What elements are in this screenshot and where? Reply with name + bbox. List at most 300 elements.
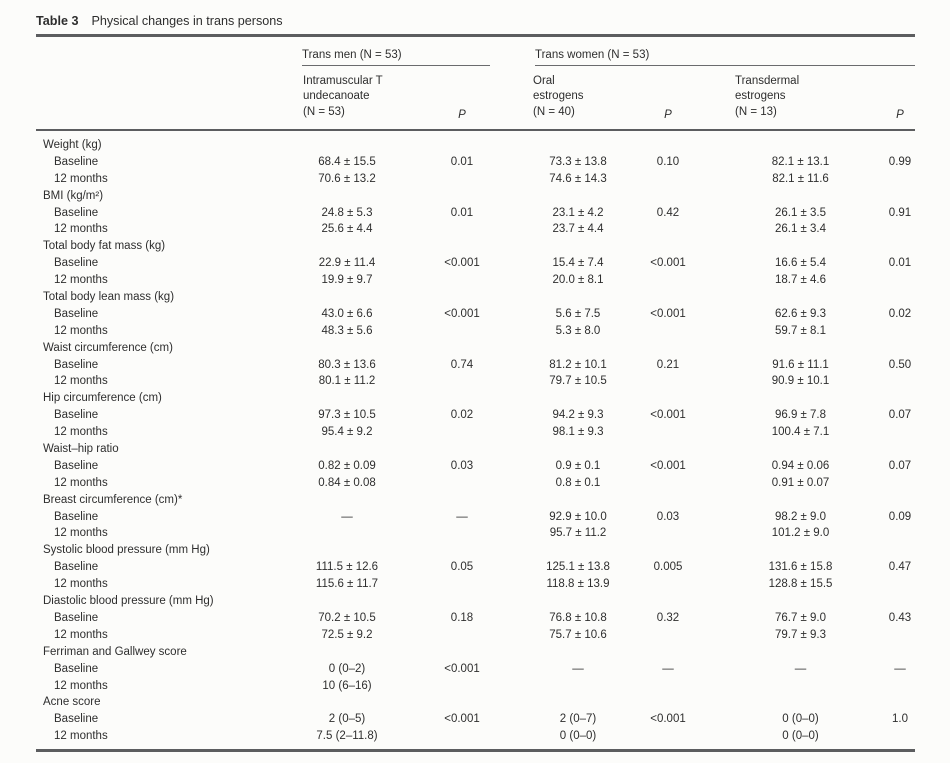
column-spacer	[694, 576, 716, 593]
value-cell: 20.0 ± 8.1	[552, 274, 604, 287]
value-cell	[716, 678, 885, 695]
row-timepoint-label: Baseline	[54, 459, 99, 472]
p-value-cell	[410, 441, 514, 458]
row-timepoint-label: 12 months	[54, 324, 108, 337]
p-value-cell: —	[456, 510, 468, 523]
column-spacer	[694, 188, 716, 205]
value-cell: 0 (0–2)	[328, 662, 366, 675]
row-timepoint-label: 12 months	[54, 527, 108, 540]
value-cell	[716, 390, 885, 407]
col-header-line: Oral	[533, 74, 555, 87]
value-cell	[284, 644, 410, 661]
p-value-cell: 0.01	[888, 257, 912, 270]
p-value-cell	[885, 627, 915, 644]
p-value-cell: 0.32	[656, 611, 680, 624]
value-cell	[716, 441, 885, 458]
p-value-cell	[642, 289, 694, 306]
column-spacer	[694, 272, 716, 289]
p-value-cell: <0.001	[444, 257, 480, 270]
p-value-cell	[885, 475, 915, 492]
row-timepoint-label: 12 months	[54, 375, 108, 388]
value-cell	[284, 492, 410, 509]
value-cell	[284, 289, 410, 306]
column-spacer	[694, 66, 716, 129]
table-body	[36, 131, 915, 745]
p-value-cell	[885, 525, 915, 542]
p-value-cell	[885, 323, 915, 340]
row-timepoint-label: 12 months	[54, 578, 108, 591]
column-spacer	[694, 407, 716, 424]
value-cell: 0.94 ± 0.06	[771, 459, 830, 472]
p-value-cell: <0.001	[444, 662, 480, 675]
p-value-cell: <0.001	[650, 257, 686, 270]
col-header-line: estrogens	[735, 90, 786, 103]
column-spacer	[694, 492, 716, 509]
p-value-cell	[642, 678, 694, 695]
value-cell: 111.5 ± 12.6	[315, 561, 379, 574]
value-cell	[514, 678, 642, 695]
col-header-intramuscular-t	[284, 66, 410, 129]
col-header-transdermal-estrogens	[716, 66, 885, 129]
row-section-label: Ferriman and Gallwey score	[43, 645, 187, 658]
column-spacer	[694, 711, 716, 728]
group-trans-men-label: Trans men (N = 53)	[302, 48, 490, 66]
column-spacer	[694, 137, 716, 154]
col-header-line: Transdermal	[735, 74, 800, 87]
p-value-cell	[642, 525, 694, 542]
p-value-cell: 0.07	[888, 409, 912, 422]
row-timepoint-label: 12 months	[54, 476, 108, 489]
p-value-cell	[642, 694, 694, 711]
p-value-cell: 1.0	[892, 713, 908, 726]
p-value-cell	[642, 340, 694, 357]
row-timepoint-label: Baseline	[54, 713, 99, 726]
value-cell	[284, 694, 410, 711]
p-value-cell: 0.01	[450, 206, 474, 219]
value-cell: 18.7 ± 4.6	[774, 274, 827, 287]
row-timepoint-label: Baseline	[54, 561, 99, 574]
row-section-label: Weight (kg)	[43, 139, 102, 151]
p-value-cell	[642, 441, 694, 458]
value-cell: 94.2 ± 9.3	[552, 409, 604, 422]
value-cell: 74.6 ± 14.3	[549, 172, 607, 185]
p-value-cell	[885, 644, 915, 661]
row-section-label: Hip circumference (cm)	[43, 392, 162, 405]
row-section-label: BMI (kg/m²)	[43, 189, 104, 202]
value-cell	[514, 441, 642, 458]
p-value-cell: 0.18	[450, 611, 474, 624]
value-cell	[716, 137, 885, 154]
value-cell	[716, 694, 885, 711]
p-value-cell	[885, 390, 915, 407]
value-cell: 70.6 ± 13.2	[318, 172, 376, 185]
value-cell: 48.3 ± 5.6	[321, 324, 373, 337]
p-value-cell: 0.03	[656, 510, 680, 523]
column-spacer	[694, 323, 716, 340]
p-value-cell	[885, 340, 915, 357]
p-value-cell	[410, 171, 514, 188]
p-value-cell	[642, 323, 694, 340]
row-timepoint-label: 12 months	[54, 426, 108, 439]
value-cell: 59.7 ± 8.1	[774, 324, 827, 337]
value-cell: 0 (0–0)	[782, 713, 819, 726]
value-cell: 26.1 ± 3.4	[774, 223, 827, 236]
p-value-cell: <0.001	[650, 713, 686, 726]
column-spacer	[694, 255, 716, 272]
column-spacer	[694, 728, 716, 745]
value-cell: 0.82 ± 0.09	[318, 459, 376, 472]
column-spacer	[694, 559, 716, 576]
value-cell: 0.8 ± 0.1	[555, 476, 601, 489]
value-cell	[284, 137, 410, 154]
row-timepoint-label: Baseline	[54, 409, 99, 422]
value-cell: 97.3 ± 10.5	[318, 409, 376, 422]
value-cell	[716, 188, 885, 205]
column-spacer	[694, 357, 716, 374]
p-value-cell	[410, 576, 514, 593]
value-cell	[514, 644, 642, 661]
value-cell: 115.6 ± 11.7	[315, 578, 379, 591]
p-value-cell	[410, 525, 514, 542]
p-value-cell: —	[894, 662, 906, 675]
column-spacer	[694, 694, 716, 711]
value-cell: 79.7 ± 10.5	[549, 375, 607, 388]
p-value-cell	[410, 373, 514, 390]
value-cell: 82.1 ± 11.6	[772, 172, 829, 185]
p-value-cell	[410, 492, 514, 509]
p-value-cell	[410, 390, 514, 407]
row-section-label: Systolic blood pressure (mm Hg)	[43, 544, 210, 557]
row-timepoint-label: 12 months	[54, 223, 108, 236]
column-spacer	[694, 475, 716, 492]
value-cell: 100.4 ± 7.1	[771, 426, 830, 439]
row-timepoint-label: Baseline	[54, 206, 99, 219]
p-value-cell: 0.99	[888, 155, 912, 168]
p-value-cell	[642, 171, 694, 188]
value-cell: 98.2 ± 9.0	[774, 510, 827, 523]
column-spacer	[694, 171, 716, 188]
row-timepoint-label: 12 months	[54, 730, 108, 743]
p-value-cell	[885, 492, 915, 509]
value-cell: 24.8 ± 5.3	[321, 206, 373, 219]
value-cell	[284, 593, 410, 610]
p-value-cell	[642, 188, 694, 205]
p-value-cell: 0.50	[888, 358, 912, 371]
p-value-cell	[642, 492, 694, 509]
value-cell: 81.2 ± 10.1	[549, 358, 607, 371]
row-timepoint-label: Baseline	[54, 662, 99, 675]
p-value-cell	[642, 272, 694, 289]
column-spacer	[694, 509, 716, 526]
row-timepoint-label: Baseline	[54, 257, 99, 270]
row-timepoint-label: 12 months	[54, 274, 108, 287]
row-timepoint-label: Baseline	[54, 358, 99, 371]
value-cell	[716, 593, 885, 610]
bottom-rule	[36, 749, 915, 752]
value-cell: 2 (0–7)	[559, 713, 597, 726]
p-value-cell	[885, 188, 915, 205]
col-header-line: (N = 13)	[735, 105, 777, 118]
value-cell: 0.84 ± 0.08	[318, 476, 376, 489]
value-cell	[284, 340, 410, 357]
column-group-trans-women	[514, 37, 915, 66]
value-cell: 90.9 ± 10.1	[771, 375, 830, 388]
column-spacer	[694, 441, 716, 458]
row-timepoint-label: 12 months	[54, 679, 108, 692]
column-spacer	[694, 238, 716, 255]
group-row-empty-cell	[36, 37, 284, 66]
p-value-cell	[410, 323, 514, 340]
p-value-cell	[885, 424, 915, 441]
value-cell: 73.3 ± 13.8	[549, 155, 607, 168]
p-value-cell: 0.02	[888, 307, 912, 320]
p-value-cell	[885, 441, 915, 458]
col-header-line: (N = 53)	[303, 105, 345, 118]
col-header-line: estrogens	[533, 90, 584, 103]
column-spacer	[694, 458, 716, 475]
row-timepoint-label: 12 months	[54, 628, 108, 641]
value-cell: 23.7 ± 4.4	[552, 223, 604, 236]
row-timepoint-label: Baseline	[54, 510, 99, 523]
p-value-cell	[410, 221, 514, 238]
p-value-cell: 0.05	[450, 561, 474, 574]
p-value-cell	[885, 238, 915, 255]
p-value-cell	[885, 542, 915, 559]
col-header-oral-estrogens	[514, 66, 642, 129]
value-cell	[716, 542, 885, 559]
value-cell: 10 (6–16)	[322, 679, 372, 692]
p-value-cell: <0.001	[650, 409, 686, 422]
p-value-cell	[410, 272, 514, 289]
p-value-cell	[885, 272, 915, 289]
table-number: Table 3	[36, 14, 79, 28]
row-timepoint-label: Baseline	[54, 307, 99, 320]
value-cell: —	[572, 662, 584, 675]
p-value-cell: <0.001	[650, 307, 686, 320]
value-cell: 0 (0–0)	[782, 730, 819, 743]
p-value-cell	[885, 593, 915, 610]
p-value-cell	[410, 289, 514, 306]
value-cell: 70.2 ± 10.5	[318, 611, 376, 624]
p-value-cell	[885, 221, 915, 238]
p-value-cell	[885, 678, 915, 695]
value-cell: 118.8 ± 13.9	[546, 578, 610, 591]
p-value-cell: 0.47	[888, 561, 912, 574]
value-cell	[284, 238, 410, 255]
p-value-cell	[410, 424, 514, 441]
p-value-cell: 0.07	[888, 459, 912, 472]
value-cell: 101.2 ± 9.0	[771, 527, 830, 540]
p-value-cell: 0.005	[653, 561, 683, 574]
col-header-line: Intramuscular T	[303, 74, 383, 87]
p-value-cell: 0.01	[450, 155, 474, 168]
p-value-cell	[885, 289, 915, 306]
value-cell: 75.7 ± 10.6	[549, 628, 607, 641]
p-value-cell	[642, 576, 694, 593]
value-cell: 23.1 ± 4.2	[552, 206, 604, 219]
value-cell	[514, 340, 642, 357]
value-cell	[514, 188, 642, 205]
column-spacer	[694, 373, 716, 390]
value-cell	[514, 289, 642, 306]
value-cell: 80.1 ± 11.2	[318, 375, 376, 388]
value-cell: 76.8 ± 10.8	[549, 611, 607, 624]
column-spacer	[694, 678, 716, 695]
column-spacer	[694, 340, 716, 357]
p-value-cell	[885, 137, 915, 154]
p-value-cell	[410, 593, 514, 610]
p-value-cell	[642, 373, 694, 390]
p-value-cell	[885, 694, 915, 711]
value-cell	[514, 542, 642, 559]
p-value-cell	[410, 627, 514, 644]
row-section-label: Acne score	[43, 696, 101, 709]
p-value-cell	[410, 644, 514, 661]
value-cell: 125.1 ± 13.8	[546, 561, 610, 574]
value-cell: 131.6 ± 15.8	[768, 561, 833, 574]
value-cell	[716, 492, 885, 509]
p-value-cell: 0.91	[888, 206, 912, 219]
p-value-cell: <0.001	[444, 713, 480, 726]
p-value-cell	[642, 475, 694, 492]
value-cell: 0 (0–0)	[559, 730, 597, 743]
row-section-label: Diastolic blood pressure (mm Hg)	[43, 595, 214, 608]
value-cell: 15.4 ± 7.4	[552, 257, 604, 270]
p-value-cell: <0.001	[650, 459, 686, 472]
value-cell: 72.5 ± 9.2	[321, 628, 373, 641]
column-spacer	[694, 289, 716, 306]
value-cell: 5.3 ± 8.0	[555, 324, 601, 337]
value-cell	[284, 390, 410, 407]
column-spacer	[694, 390, 716, 407]
p-value-cell: 0.10	[656, 155, 680, 168]
p-value-cell: 0.74	[450, 358, 474, 371]
p-value-cell: —	[662, 662, 674, 675]
value-cell: 62.6 ± 9.3	[774, 307, 827, 320]
p-value-cell	[410, 694, 514, 711]
p-value-cell	[410, 340, 514, 357]
col-header-line: (N = 40)	[533, 105, 575, 118]
p-value-cell	[642, 424, 694, 441]
value-cell	[514, 137, 642, 154]
group-trans-women-label: Trans women (N = 53)	[535, 48, 915, 66]
value-cell: 95.4 ± 9.2	[321, 426, 373, 439]
value-cell	[284, 542, 410, 559]
value-cell: 76.7 ± 9.0	[774, 611, 827, 624]
column-header-row	[36, 66, 915, 129]
value-cell: 26.1 ± 3.5	[774, 206, 827, 219]
value-cell	[284, 525, 410, 542]
value-cell: 98.1 ± 9.3	[552, 426, 604, 439]
value-cell	[514, 390, 642, 407]
value-cell: 0.91 ± 0.07	[771, 476, 830, 489]
p-value-cell	[642, 644, 694, 661]
p-value-cell: 0.43	[888, 611, 912, 624]
column-spacer	[694, 154, 716, 171]
value-cell: 2 (0–5)	[328, 713, 366, 726]
col-header-p-transdermal: P	[896, 108, 904, 121]
p-value-cell	[642, 728, 694, 745]
value-cell	[716, 644, 885, 661]
column-spacer	[694, 644, 716, 661]
value-cell: 96.9 ± 7.8	[774, 409, 827, 422]
row-timepoint-label: Baseline	[54, 155, 99, 168]
value-cell	[514, 694, 642, 711]
row-section-label: Total body fat mass (kg)	[43, 240, 166, 253]
value-cell: 68.4 ± 15.5	[318, 155, 376, 168]
value-cell	[514, 492, 642, 509]
value-cell: 0.9 ± 0.1	[555, 459, 601, 472]
table-title: Physical changes in trans persons	[91, 14, 283, 28]
p-value-cell	[642, 238, 694, 255]
p-value-cell	[642, 627, 694, 644]
column-spacer	[694, 525, 716, 542]
p-value-cell	[410, 475, 514, 492]
value-cell: —	[794, 662, 807, 675]
row-section-label: Breast circumference (cm)*	[43, 493, 183, 506]
value-cell	[284, 188, 410, 205]
value-cell: 128.8 ± 15.5	[768, 578, 833, 591]
value-cell: 80.3 ± 13.6	[318, 358, 376, 371]
column-spacer	[694, 205, 716, 222]
p-value-cell	[642, 137, 694, 154]
column-spacer	[694, 424, 716, 441]
column-group-trans-men	[284, 37, 514, 66]
p-value-cell: 0.09	[888, 510, 912, 523]
value-cell: 43.0 ± 6.6	[321, 307, 373, 320]
header-row-empty-cell	[36, 66, 284, 129]
p-value-cell: 0.02	[450, 409, 474, 422]
value-cell: 5.6 ± 7.5	[555, 307, 601, 320]
p-value-cell	[410, 188, 514, 205]
value-cell: 19.9 ± 9.7	[321, 274, 373, 287]
value-cell	[514, 238, 642, 255]
value-cell: 95.7 ± 11.2	[549, 527, 607, 540]
column-spacer	[694, 627, 716, 644]
value-cell	[284, 441, 410, 458]
p-value-cell: 0.03	[450, 459, 474, 472]
p-value-cell	[410, 238, 514, 255]
value-cell	[716, 340, 885, 357]
value-cell: 79.7 ± 9.3	[774, 628, 827, 641]
value-cell: 25.6 ± 4.4	[321, 223, 373, 236]
value-cell: —	[341, 510, 353, 523]
column-spacer	[694, 542, 716, 559]
row-timepoint-label: Baseline	[54, 611, 99, 624]
value-cell: 16.6 ± 5.4	[774, 257, 827, 270]
column-spacer	[694, 610, 716, 627]
row-section-label: Total body lean mass (kg)	[43, 291, 175, 304]
value-cell: 7.5 (2–11.8)	[316, 730, 378, 743]
p-value-cell: 0.42	[656, 206, 680, 219]
col-header-p-oral: P	[664, 108, 672, 121]
value-cell: 92.9 ± 10.0	[549, 510, 607, 523]
p-value-cell: <0.001	[444, 307, 480, 320]
column-spacer	[694, 221, 716, 238]
column-group-row	[36, 37, 915, 66]
column-spacer	[694, 593, 716, 610]
row-timepoint-label: 12 months	[54, 172, 108, 185]
p-value-cell	[642, 390, 694, 407]
value-cell: 22.9 ± 11.4	[318, 257, 376, 270]
p-value-cell	[885, 171, 915, 188]
p-value-cell	[410, 678, 514, 695]
value-cell: 91.6 ± 11.1	[772, 358, 829, 371]
table-caption	[36, 12, 915, 30]
value-cell: 82.1 ± 13.1	[771, 155, 830, 168]
p-value-cell	[642, 542, 694, 559]
column-spacer	[694, 306, 716, 323]
